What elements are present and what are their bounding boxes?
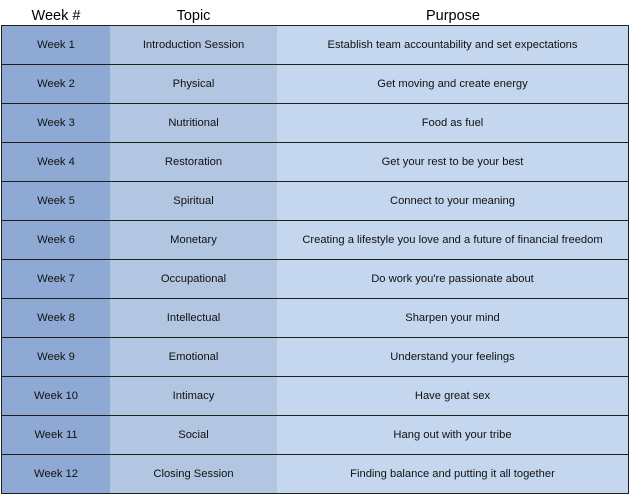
table-row: [2, 299, 629, 338]
week-cell: Week 9: [2, 338, 111, 377]
table-row: [2, 338, 629, 377]
topic-cell: Introduction Session: [110, 26, 277, 65]
table-row: [2, 221, 629, 260]
purpose-cell: Get moving and create energy: [277, 65, 629, 104]
table-row: [2, 104, 629, 143]
purpose-cell: Establish team accountability and set expectations: [277, 26, 629, 65]
column-header-purpose: Purpose: [425, 8, 480, 24]
topic-cell: Spiritual: [110, 182, 277, 221]
topic-cell: Restoration: [110, 143, 277, 182]
column-header-week: Week #: [31, 8, 81, 24]
schedule-table: [1, 25, 629, 494]
topic-cell: Physical: [110, 65, 277, 104]
topic-cell: Social: [110, 416, 277, 455]
topic-cell: Monetary: [110, 221, 277, 260]
topic-cell: Intellectual: [110, 299, 277, 338]
week-cell: Week 11: [2, 416, 111, 455]
topic-cell: Occupational: [110, 260, 277, 299]
purpose-cell: Finding balance and putting it all together: [277, 455, 629, 494]
purpose-cell: Get your rest to be your best: [277, 143, 629, 182]
purpose-cell: Food as fuel: [277, 104, 629, 143]
table-row: [2, 377, 629, 416]
table-row: [2, 182, 629, 221]
column-header-topic: Topic: [176, 8, 211, 24]
table-row: [2, 416, 629, 455]
week-cell: Week 10: [2, 377, 111, 416]
week-cell: Week 5: [2, 182, 111, 221]
week-cell: Week 8: [2, 299, 111, 338]
table-header: [0, 0, 630, 25]
topic-cell: Nutritional: [110, 104, 277, 143]
topic-cell: Emotional: [110, 338, 277, 377]
table-row: [2, 143, 629, 182]
topic-cell: Closing Session: [110, 455, 277, 494]
week-cell: Week 6: [2, 221, 111, 260]
week-cell: Week 1: [2, 26, 111, 65]
purpose-cell: Do work you're passionate about: [277, 260, 629, 299]
table-row: [2, 260, 629, 299]
purpose-cell: Understand your feelings: [277, 338, 629, 377]
purpose-cell: Hang out with your tribe: [277, 416, 629, 455]
topic-cell: Intimacy: [110, 377, 277, 416]
table-row: [2, 65, 629, 104]
purpose-cell: Sharpen your mind: [277, 299, 629, 338]
week-cell: Week 2: [2, 65, 111, 104]
table-row: [2, 26, 629, 65]
week-cell: Week 7: [2, 260, 111, 299]
purpose-cell: Connect to your meaning: [277, 182, 629, 221]
week-cell: Week 3: [2, 104, 111, 143]
week-cell: Week 4: [2, 143, 111, 182]
purpose-cell: Have great sex: [277, 377, 629, 416]
week-cell: Week 12: [2, 455, 111, 494]
table-row: [2, 455, 629, 494]
purpose-cell: Creating a lifestyle you love and a future of financial freedom: [277, 221, 629, 260]
